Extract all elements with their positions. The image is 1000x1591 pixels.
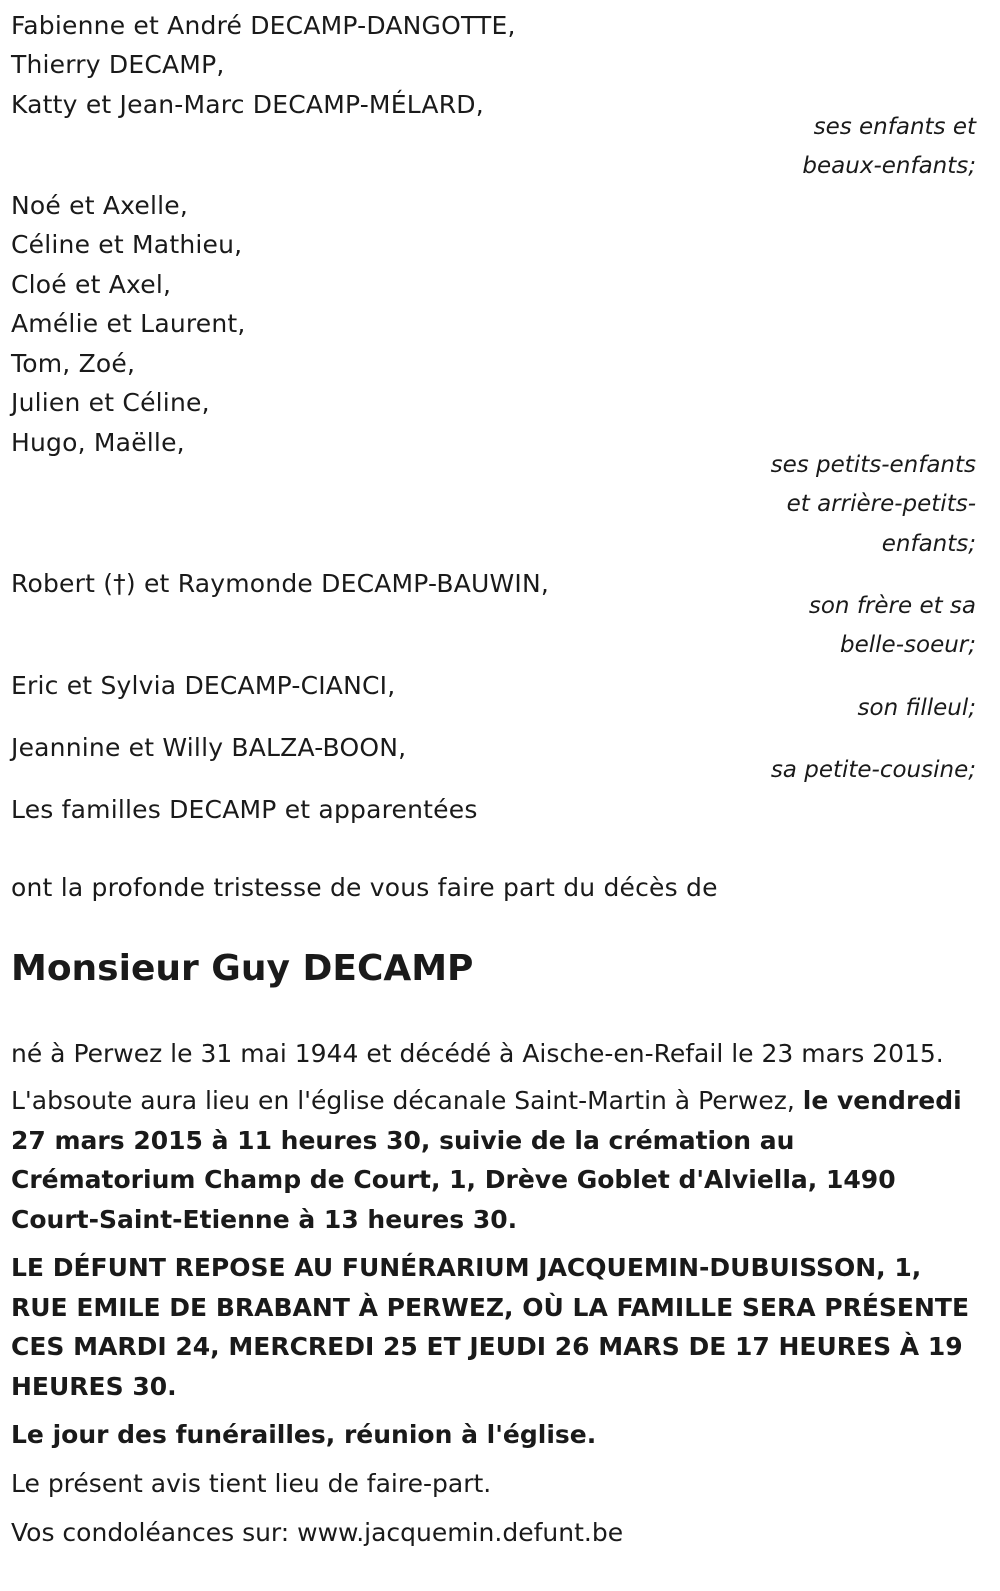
visitation-text: LE DÉFUNT REPOSE AU FUNÉRARIUM JACQUEMIN-DUBUISSON, 1, RUE EMILE DE BRABANT À PERWEZ, OÙ LA FAMILLE SERA PRÉSENTE CES MARDI 24, MERCREDI 25 ET JEUDI 26 MARS DE 17 HEURES À 19 HEURES 30.: [11, 1253, 970, 1401]
role-cousin: sa petite-cousine;: [770, 757, 976, 783]
family-line-families: Les familles DECAMP et apparentées: [11, 795, 478, 824]
family-line-children-2: Thierry DECAMP,: [11, 50, 225, 79]
role-godson: son filleul;: [857, 695, 976, 721]
family-line-grandchildren-5: Tom, Zoé,: [11, 349, 136, 378]
birth-death-text: né à Perwez le 31 mai 1944 et décédé à Aische-en-Refail le 23 mars 2015.: [11, 1039, 944, 1068]
deceased-name: Monsieur Guy DECAMP: [11, 948, 474, 989]
condolences-text: Vos condoléances sur: www.jacquemin.defunt.be: [11, 1518, 624, 1547]
role-sibling-1: son frère et sa: [808, 593, 976, 619]
family-line-godson: Eric et Sylvia DECAMP-CIANCI,: [11, 671, 396, 700]
notice-text: Le présent avis tient lieu de faire-part.: [11, 1469, 492, 1498]
role-grandchildren-2: et arrière-petits-: [786, 491, 976, 517]
announcement-text: ont la profonde tristesse de vous faire part du décès de: [11, 873, 718, 902]
family-line-grandchildren-7: Hugo, Maëlle,: [11, 428, 185, 457]
family-line-cousin: Jeannine et Willy BALZA-BOON,: [11, 733, 407, 762]
family-line-grandchildren-3: Cloé et Axel,: [11, 270, 172, 299]
role-children-1: ses enfants et: [813, 114, 976, 140]
ceremony-intro: L'absoute aura lieu en l'église décanale Saint-Martin à Perwez,: [11, 1086, 803, 1115]
family-line-grandchildren-2: Céline et Mathieu,: [11, 230, 243, 259]
family-line-grandchildren-6: Julien et Céline,: [11, 388, 210, 417]
funeral-meeting-text: Le jour des funérailles, réunion à l'église.: [11, 1420, 597, 1449]
ceremony-paragraph: [11, 1081, 971, 1239]
role-grandchildren-3: enfants;: [881, 531, 976, 557]
family-line-sibling: Robert (†) et Raymonde DECAMP-BAUWIN,: [11, 569, 550, 598]
family-line-children-3: Katty et Jean-Marc DECAMP-MÉLARD,: [11, 90, 484, 119]
role-grandchildren-1: ses petits-enfants: [770, 452, 976, 478]
ceremony-details: le vendredi 27 mars 2015 à 11 heures 30, suivie de la crémation au Crématorium Champ de Court, 1, Drève Goblet d'Alviella, 1490 Court-Saint-Etienne à 13 heures 30.: [11, 1086, 962, 1234]
role-children-2: beaux-enfants;: [802, 153, 976, 179]
family-line-grandchildren-1: Noé et Axelle,: [11, 191, 188, 220]
family-line-grandchildren-4: Amélie et Laurent,: [11, 309, 246, 338]
role-sibling-2: belle-soeur;: [840, 632, 976, 658]
family-line-children-1: Fabienne et André DECAMP-DANGOTTE,: [11, 11, 516, 40]
